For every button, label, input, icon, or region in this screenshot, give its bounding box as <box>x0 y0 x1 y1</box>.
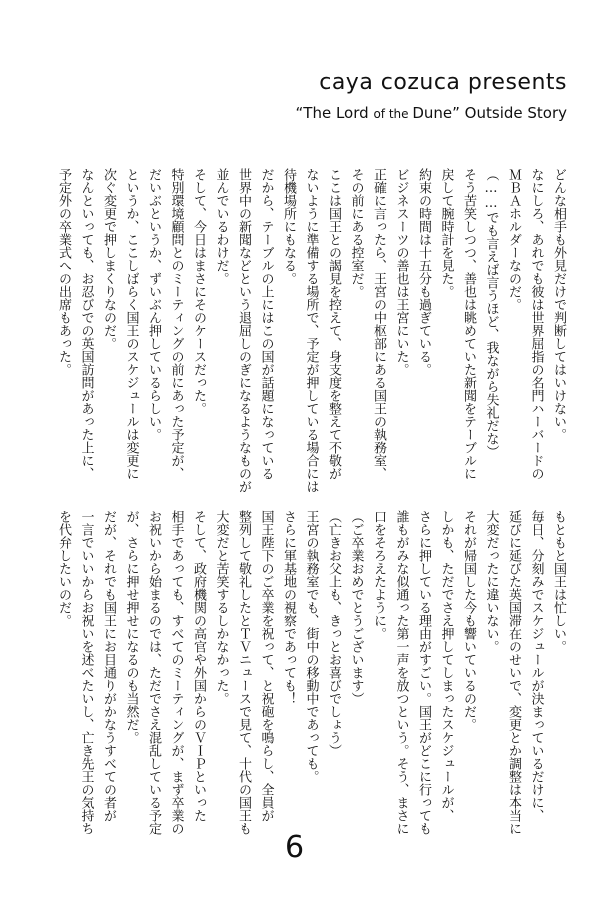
text-column: を代弁したいのだ。 <box>56 510 71 627</box>
text-column: ＭＢＡホルダーなのだ。 <box>506 168 521 311</box>
text-column: もともと国王は忙しい。 <box>551 510 566 653</box>
text-column: だから、テーブルの上にはこの国が話題になっている <box>258 168 274 480</box>
text-column: （……でも言えば言うほど、我ながら失礼だな） <box>483 168 499 458</box>
subtitle-suffix: ” Outside Story <box>452 104 567 122</box>
page-header <box>296 70 567 125</box>
subtitle-lord: Lord <box>335 104 374 122</box>
text-column: お祝いから始まるのでは、ただでさえ混乱している予定 <box>146 510 161 835</box>
text-column: だが、それでも国王にお目通りがかなうすべての者が <box>101 510 116 822</box>
text-column: なにしろ、あれでも彼は世界屈指の名門ハーバードの <box>528 168 544 480</box>
text-column: 世界中の新聞などという退屈しのぎになるようなものが <box>236 168 251 493</box>
bottom-text-block <box>30 510 572 835</box>
text-column: 一言でいいからお祝いを述べたいし、亡き先王の気持ち <box>78 510 94 835</box>
text-column: （亡きお父上も、きっとお喜びでしょう） <box>326 510 341 757</box>
text-column: （ご卒業おめでとうございます） <box>348 510 364 705</box>
text-column: 大変だったに違いない。 <box>483 510 499 653</box>
text-column: 戻して腕時計を見た。 <box>438 168 454 298</box>
text-column: 口をそろえたように。 <box>371 510 386 640</box>
text-column: 王宮の執務室でも、街中の移動中であっても。 <box>303 510 319 783</box>
text-column: 整列して敬礼したとＴＶニュースで見て、十代の国王も <box>236 510 251 835</box>
text-column: だいぶというか、ずいぶん押しているらしい。 <box>146 168 161 441</box>
subtitle-dune: Dune <box>412 104 453 122</box>
text-column: 正確に言ったら、王宮の中枢部にある国王の執務室、 <box>371 168 386 480</box>
text-column: なんといっても、お忍びでの英国訪問があった上に、 <box>78 168 94 480</box>
text-column: 予定外の卒業式への出席もあった。 <box>56 168 71 376</box>
text-column: 待機場所にもなる。 <box>281 168 296 285</box>
text-column: どんな相手も外見だけで判断してはいけない。 <box>551 168 566 441</box>
text-column: さらに軍基地の視察であっても！ <box>281 510 296 705</box>
text-column: ビジネスーツの善也は王宮にいた。 <box>393 168 409 376</box>
text-column: しかも、ただでさえ押してしまったスケジュールが、 <box>438 510 454 822</box>
text-column: そして、今日はまさにそのケースだった。 <box>191 168 206 415</box>
story-subtitle <box>296 102 567 125</box>
text-column: 並んでいるわけだ。 <box>213 168 229 285</box>
text-column: 次ぐ変更で押しまくりなのだ。 <box>101 168 116 350</box>
text-column: 毎日、分刻みでスケジュールが決まっているだけに、 <box>528 510 544 822</box>
text-column: 約束の時間は十五分も過ぎている。 <box>416 168 431 376</box>
text-column: というか、ここしばらく国王のスケジュールは変更に <box>123 168 139 480</box>
text-column: が、さらに押せ押せになるのも当然だ。 <box>123 510 139 744</box>
text-column: ここは国王との謁見を控えて、身支度を整えて不敬が <box>326 168 341 480</box>
top-text-block <box>30 168 572 508</box>
text-column: 相手であっても、すべてのミーティングが、まず卒業の <box>168 510 184 835</box>
text-column: ないように準備する場所で、予定が押している場合には <box>303 168 319 493</box>
presents-line: caya cozuca presents <box>319 70 567 95</box>
text-column: それが帰国した今も響いているのだ。 <box>461 510 476 731</box>
text-column: 延びに延びた英国滞在のせいで、変更とか調整は本当に <box>506 510 521 835</box>
text-column: そう苦笑しつつ、善也は眺めていた新聞をテーブルに <box>461 168 476 480</box>
subtitle-of: of <box>373 107 389 121</box>
text-column: 国王陛下のご卒業を祝って、と祝砲を鳴らし、全員が <box>258 510 274 822</box>
text-column: そして、政府機関の高官や外国からのＶＩＰといった <box>191 510 206 822</box>
subtitle-prefix: “The <box>295 104 336 122</box>
text-column: さらに押している理由がすごい。国王がどこに行っても <box>416 510 431 835</box>
text-column: その前にある控室だ。 <box>348 168 364 298</box>
text-column: 誰もがみな似通った第一声を放つという。そう、まさに <box>393 510 409 835</box>
page-number: 6 <box>285 830 305 865</box>
text-column: 特別環境顧問とのミーティングの前にあった予定が、 <box>168 168 184 480</box>
text-column: 大変だと苦笑するしかなかった。 <box>213 510 229 705</box>
subtitle-the: the <box>388 107 413 121</box>
